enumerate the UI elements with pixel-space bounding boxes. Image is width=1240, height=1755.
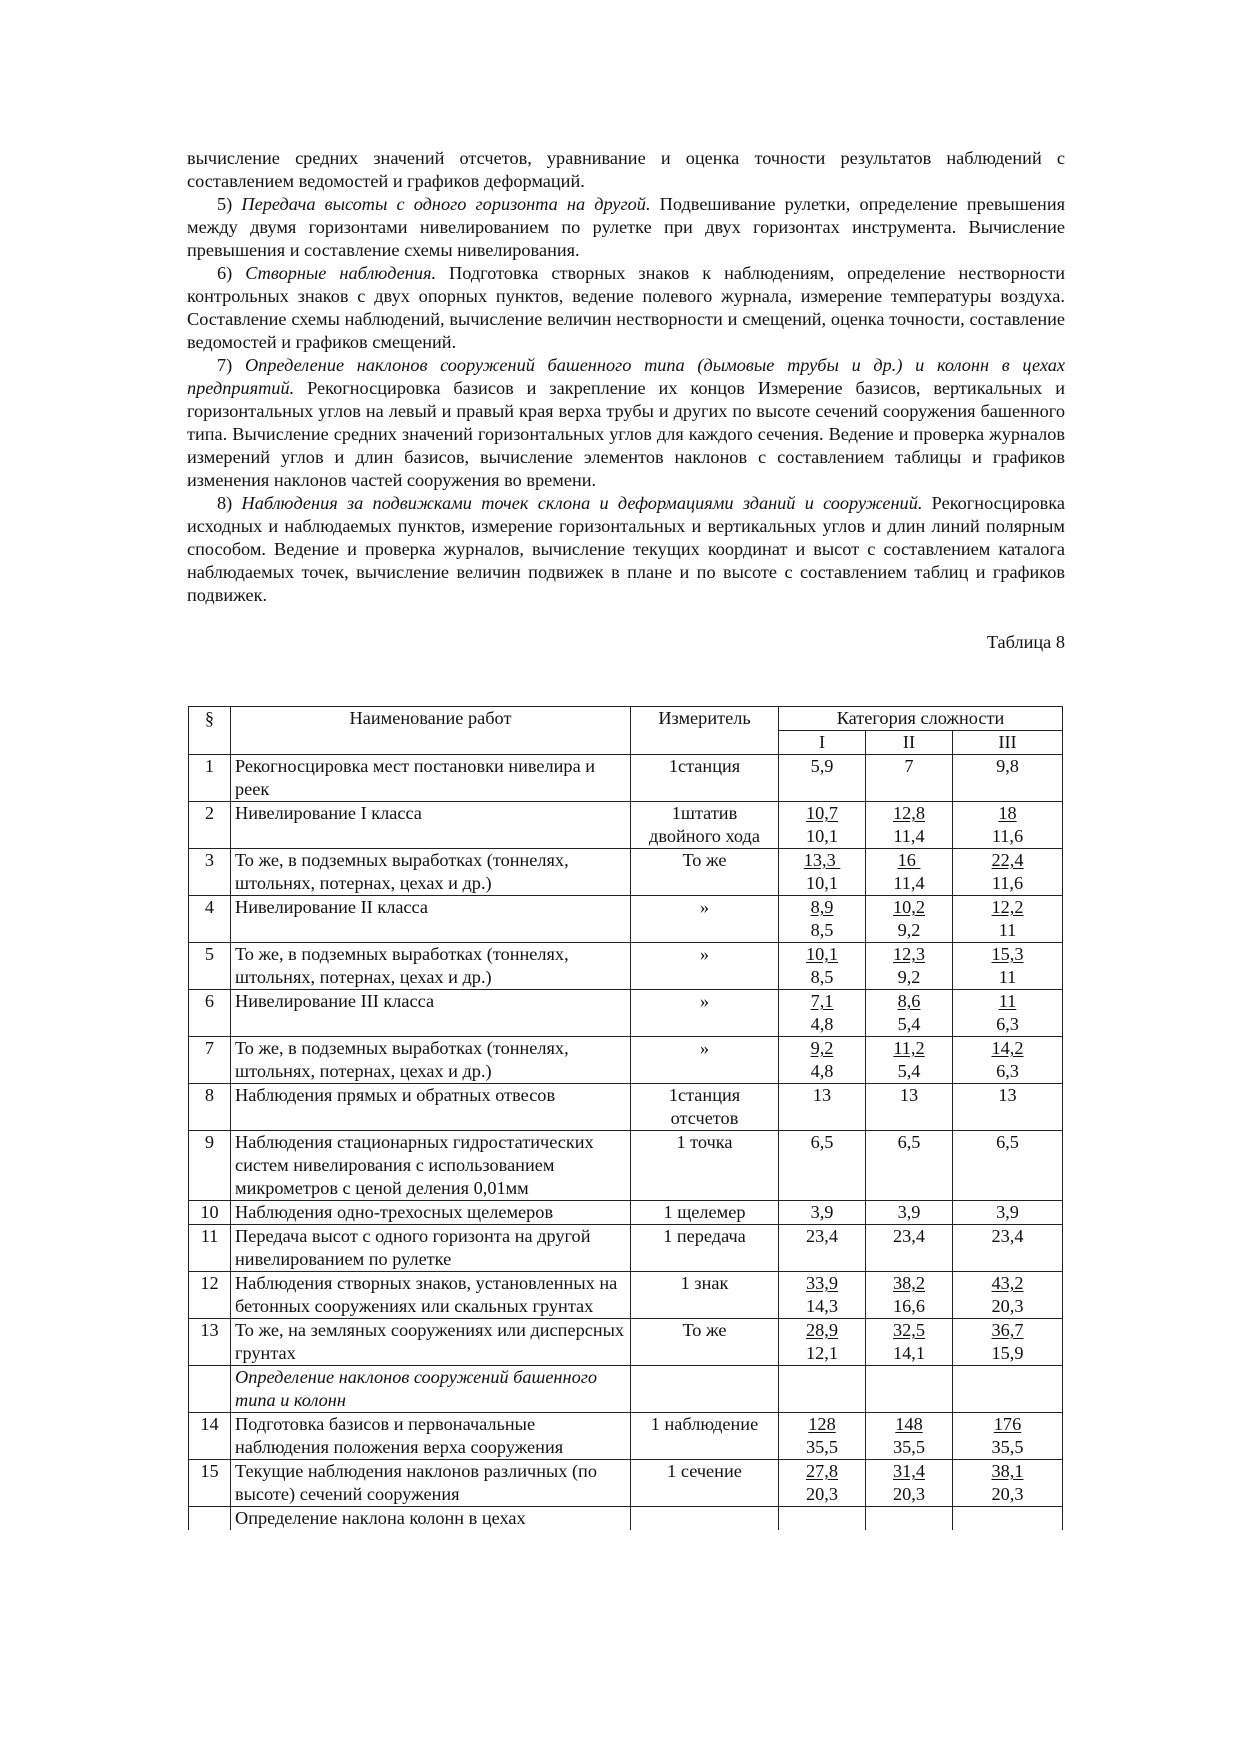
value-line-numerator: 10,1 [806,944,838,964]
value-line-numerator: 12,8 [893,803,925,823]
row-name: Нивелирование II класса [231,896,631,943]
value-line: 10,1 [806,873,838,893]
row-name: Нивелирование I класса [231,802,631,849]
value-line: 6,3 [996,1061,1019,1081]
row-num: 7 [189,1037,231,1084]
value-line [956,849,1059,872]
category-1-value [779,1084,866,1131]
category-1-value [779,1131,866,1201]
unit-line: 1станция [668,1085,741,1105]
header-cat-3: III [953,731,1063,755]
row-unit [631,896,779,943]
category-2-value [866,802,953,849]
paragraph [187,147,1065,193]
value-line: 11,6 [991,873,1024,893]
category-2-value [866,1272,953,1319]
category-2-value [866,1037,953,1084]
value-line: 11 [998,920,1017,940]
row-unit [631,1084,779,1131]
category-2-value [866,1201,953,1225]
value-line: 4,8 [810,1061,834,1081]
value-line: 8,5 [810,967,834,987]
value-line: 20,3 [806,1484,838,1504]
category-2-value [866,990,953,1037]
value-line: 23,4 [991,1226,1024,1246]
paragraph-text: Подвешивание рулетки, определение превышения между двумя горизонтами нивелированием по рулетке при двух горизонтах инструмента. Вычисление превышения и составление схемы нивелирования. [187,194,1066,260]
table-row [189,802,1063,849]
document-page [187,147,1065,654]
value-line: 14,1 [893,1343,925,1363]
value-line: 9,2 [897,920,921,940]
row-num: 6 [189,990,231,1037]
value-line: 3,9 [996,1202,1019,1222]
value-line: 12,1 [806,1343,838,1363]
row-num: 2 [189,802,231,849]
category-1-value [779,802,866,849]
header-cat-1: I [779,731,866,755]
unit-line: 1станция [668,756,741,776]
row-unit [631,1460,779,1507]
paragraph [187,354,1065,492]
header-category: Категория сложности [779,707,1063,731]
row-unit [631,943,779,990]
table-row [189,1507,1063,1531]
value-line: 9,2 [897,967,921,987]
header-name: Наименование работ [231,707,631,755]
header-cat-2: II [866,731,953,755]
table-caption: Таблица 8 [986,632,1065,652]
value-line: 13 [998,1085,1017,1105]
value-line-numerator: 11 [998,991,1017,1011]
value-line: 14,3 [806,1296,838,1316]
unit-line: двойного хода [649,826,760,846]
value-line [869,802,949,825]
body-text [187,147,1065,607]
unit-line: То же [682,850,727,870]
value-line-numerator: 31,4 [893,1461,925,1481]
row-unit [631,1131,779,1201]
row-name: То же, в подземных выработках (тоннелях, штольнях, потернах, цехах и др.) [231,849,631,896]
table-row [189,896,1063,943]
table-row [189,755,1063,802]
category-2-value [866,1319,953,1366]
value-line-numerator: 148 [895,1414,923,1434]
value-line-numerator: 28,9 [806,1320,838,1340]
table-row [189,1084,1063,1131]
paragraph-title: Створные наблюдения. [245,263,437,283]
row-name: Наблюдения прямых и обратных отвесов [231,1084,631,1131]
value-line-numerator: 8,9 [810,897,834,917]
value-line: 23,4 [893,1226,925,1246]
paragraph-text: Рекогносцировка базисов и закрепление их концов Измерение базисов, вертикальных и горизонтальных углов на левый и правый края верха трубы и других по высоте сечений сооружения башенного типа. Вычисление средних значений горизонтальных углов для каждого сечения. Ведение и проверка журналов измерений углов и длин базисов, вычисление элементов наклонов с составлением таблицы и графиков изменения наклонов частей сооружения во времени. [187,378,1065,490]
value-line-numerator: 38,2 [893,1273,925,1293]
value-line [869,849,949,872]
row-name: Определение наклона колонн в цехах [231,1507,631,1531]
row-name: То же, в подземных выработках (тоннелях, штольнях, потернах, цехах и др.) [231,1037,631,1084]
unit-line: » [699,1038,710,1058]
unit-line: 1 передача [663,1226,746,1246]
value-line [869,990,949,1013]
value-line [782,943,862,966]
category-3-value [953,943,1063,990]
row-unit [631,1201,779,1225]
category-2-value [866,1366,953,1413]
row-name: Текущие наблюдения наклонов различных (по высоте) сечений сооружения [231,1460,631,1507]
paragraph-text: вычисление средних значений отсчетов, уравнивание и оценка точности результатов наблюдений с составлением ведомостей и графиков деформаций. [187,148,1065,191]
value-line [782,802,862,825]
value-line [869,896,949,919]
paragraph-lead: 5) [217,194,242,214]
value-line: 5,4 [897,1014,921,1034]
unit-line: 1 знак [680,1273,729,1293]
category-2-value [866,1413,953,1460]
unit-line: То же [682,1320,727,1340]
header-unit: Измеритель [631,707,779,755]
row-name: Передача высот с одного горизонта на другой нивелированием по рулетке [231,1225,631,1272]
category-1-value [779,1366,866,1413]
row-num: 15 [189,1460,231,1507]
unit-line: » [699,991,710,1011]
paragraph-text: Рекогносцировка исходных и наблюдаемых пунктов, измерение горизонтальных и вертикальных углов и длин линий полярным способом. Ведение и проверка журналов, вычисление текущих координат и высот с составлением каталога наблюдаемых точек, вычисление величин подвижек в плане и по высоте с составлением таблиц и графиков подвижек. [187,493,1065,605]
value-line: 6,3 [996,1014,1019,1034]
paragraph-lead: 8) [217,493,242,513]
table-row [189,1366,1063,1413]
value-line [956,990,1059,1013]
category-3-value [953,755,1063,802]
unit-line: 1 точка [676,1132,733,1152]
paragraph-title: Наблюдения за подвижками точек склона и деформациями зданий и сооружений. [241,493,923,513]
row-name: Наблюдения одно-трехосных щелемеров [231,1201,631,1225]
table-row [189,1413,1063,1460]
value-line [782,849,862,872]
category-3-value [953,1225,1063,1272]
row-unit [631,802,779,849]
category-3-value [953,1131,1063,1201]
category-3-value [953,1507,1063,1531]
value-line-numerator: 27,8 [806,1461,838,1481]
category-2-value [866,1460,953,1507]
row-num: 4 [189,896,231,943]
value-line [869,943,949,966]
row-num: 3 [189,849,231,896]
category-2-value [866,896,953,943]
value-line-numerator: 13,3 [803,850,841,870]
table-row [189,990,1063,1037]
value-line: 9,8 [996,756,1019,776]
table-row [189,1201,1063,1225]
value-line: 11,6 [991,826,1024,846]
value-line-numerator: 7,1 [810,991,834,1011]
paragraph [187,492,1065,607]
row-unit [631,990,779,1037]
category-1-value [779,755,866,802]
row-num: 8 [189,1084,231,1131]
row-unit [631,1366,779,1413]
value-line: 6,5 [897,1132,921,1152]
category-1-value [779,1201,866,1225]
value-line-numerator: 22,4 [991,850,1024,870]
value-line: 35,5 [806,1437,838,1457]
value-line-numerator: 10,7 [806,803,838,823]
category-3-value [953,1319,1063,1366]
category-2-value [866,1131,953,1201]
value-line-numerator: 10,2 [893,897,925,917]
value-line: 6,5 [810,1132,834,1152]
unit-line: 1 наблюдение [650,1414,759,1434]
category-1-value [779,1460,866,1507]
value-line: 13 [812,1085,832,1105]
value-line [956,1037,1059,1060]
paragraph [187,193,1065,262]
value-line [956,1319,1059,1342]
value-line [782,1037,862,1060]
category-1-value [779,1225,866,1272]
row-unit [631,1507,779,1531]
value-line: 5,4 [897,1061,921,1081]
value-line: 20,3 [991,1484,1024,1504]
value-line [956,896,1059,919]
row-unit [631,1225,779,1272]
value-line: 11,4 [893,826,925,846]
value-line-numerator: 16 [897,850,921,870]
value-line [956,1460,1059,1483]
unit-line: 1 сечение [667,1461,742,1481]
category-3-value [953,1084,1063,1131]
category-2-value [866,943,953,990]
value-line: 10,1 [806,826,838,846]
row-name: Определение наклонов сооружений башенного типа и колонн [231,1366,631,1413]
value-line: 6,5 [996,1132,1019,1152]
value-line [869,1037,949,1060]
table-row [189,943,1063,990]
value-line: 20,3 [893,1484,925,1504]
category-3-value [953,1037,1063,1084]
row-unit [631,1272,779,1319]
row-unit [631,1413,779,1460]
value-line-numerator: 8,6 [897,991,921,1011]
unit-line: » [699,897,710,917]
table-row [189,1131,1063,1201]
category-1-value [779,849,866,896]
category-2-value [866,755,953,802]
row-name: То же, на земляных сооружениях или дисперсных грунтах [231,1319,631,1366]
work-category-table [188,706,1063,1530]
category-2-value [866,1225,953,1272]
category-1-value [779,1272,866,1319]
row-name: Наблюдения створных знаков, установленных на бетонных сооружениях или скальных грунтах [231,1272,631,1319]
value-line [869,1460,949,1483]
value-line [782,1413,862,1436]
row-name: Подготовка базисов и первоначальные наблюдения положения верха сооружения [231,1413,631,1460]
value-line-numerator: 18 [998,803,1017,823]
paragraph-text: Подготовка створных знаков к наблюдениям, определение нестворности контрольных знаков с двух опорных пунктов, ведение полевого журнала, измерение температуры воздуха. Составление схемы наблюдений, вычисление величин нестворности и смещений, оценка точности, составление ведомостей и графиков смещений. [187,263,1065,352]
value-line-numerator: 15,3 [991,944,1024,964]
unit-line: 1штатив [671,803,738,823]
value-line: 35,5 [991,1437,1024,1457]
value-line: 20,3 [991,1296,1024,1316]
category-1-value [779,1037,866,1084]
value-line [782,896,862,919]
category-1-value [779,1319,866,1366]
value-line: 11,4 [893,873,925,893]
value-line-numerator: 176 [993,1414,1022,1434]
category-2-value [866,1507,953,1531]
value-line: 3,9 [897,1202,921,1222]
category-3-value [953,896,1063,943]
row-unit [631,755,779,802]
value-line [869,1413,949,1436]
category-3-value [953,1272,1063,1319]
row-num: 1 [189,755,231,802]
category-3-value [953,1460,1063,1507]
paragraph-lead: 7) [217,355,245,375]
value-line: 7 [904,756,914,776]
value-line [869,1272,949,1295]
row-num: 10 [189,1201,231,1225]
value-line: 16,6 [893,1296,925,1316]
table-row [189,1460,1063,1507]
table-row [189,1037,1063,1084]
table-row [189,1225,1063,1272]
row-name: Наблюдения стационарных гидростатических систем нивелирования с использованием микрометров с ценой деления 0,01мм [231,1131,631,1201]
paragraph-title: Передача высоты с одного горизонта на другой. [241,194,651,214]
value-line [869,1319,949,1342]
value-line [782,990,862,1013]
row-num: 14 [189,1413,231,1460]
paragraph-title: Определение наклонов сооружений башенного типа (дымовые трубы и др.) и колонн в цехах предприятий. [187,355,1065,398]
row-num: 13 [189,1319,231,1366]
value-line: 23,4 [806,1226,838,1246]
value-line-numerator: 14,2 [991,1038,1024,1058]
row-num: 5 [189,943,231,990]
value-line: 13 [899,1085,919,1105]
value-line [956,943,1059,966]
row-name: Нивелирование III класса [231,990,631,1037]
row-unit [631,1319,779,1366]
category-1-value [779,1507,866,1531]
value-line: 35,5 [893,1437,925,1457]
category-2-value [866,1084,953,1131]
value-line [956,1413,1059,1436]
table-row [189,849,1063,896]
value-line [782,1272,862,1295]
value-line-numerator: 12,2 [991,897,1024,917]
row-num: 9 [189,1131,231,1201]
category-1-value [779,1413,866,1460]
row-name: Рекогносцировка мест постановки нивелира и реек [231,755,631,802]
row-num [189,1507,231,1531]
category-3-value [953,990,1063,1037]
category-1-value [779,896,866,943]
value-line-numerator: 9,2 [810,1038,834,1058]
category-3-value [953,802,1063,849]
category-1-value [779,990,866,1037]
value-line: 15,9 [991,1343,1024,1363]
row-unit [631,849,779,896]
value-line [956,1272,1059,1295]
value-line-numerator: 36,7 [991,1320,1024,1340]
value-line-numerator: 33,9 [806,1273,838,1293]
value-line-numerator: 43,2 [991,1273,1024,1293]
table-header-row [189,707,1063,731]
row-unit [631,1037,779,1084]
value-line-numerator: 32,5 [893,1320,925,1340]
header-num: § [189,707,231,755]
value-line-numerator: 38,1 [991,1461,1024,1481]
category-3-value [953,1201,1063,1225]
value-line-numerator: 128 [808,1414,836,1434]
unit-line: 1 щелемер [663,1202,746,1222]
paragraph [187,262,1065,354]
category-3-value [953,1366,1063,1413]
category-2-value [866,849,953,896]
category-3-value [953,849,1063,896]
paragraph-lead: 6) [217,263,246,283]
row-num [189,1366,231,1413]
value-line: 5,9 [810,756,834,776]
row-num: 12 [189,1272,231,1319]
value-line: 3,9 [810,1202,834,1222]
unit-line: отсчетов [670,1108,739,1128]
value-line-numerator: 11,2 [893,1038,925,1058]
table-row [189,1319,1063,1366]
value-line: 4,8 [810,1014,834,1034]
category-3-value [953,1413,1063,1460]
row-num: 11 [189,1225,231,1272]
value-line-numerator: 12,3 [893,944,925,964]
value-line: 11 [998,967,1017,987]
value-line [956,802,1059,825]
value-line [782,1460,862,1483]
table-row [189,1272,1063,1319]
value-line [782,1319,862,1342]
category-1-value [779,943,866,990]
row-name: То же, в подземных выработках (тоннелях, штольнях, потернах, цехах и др.) [231,943,631,990]
value-line: 8,5 [810,920,834,940]
unit-line: » [699,944,710,964]
